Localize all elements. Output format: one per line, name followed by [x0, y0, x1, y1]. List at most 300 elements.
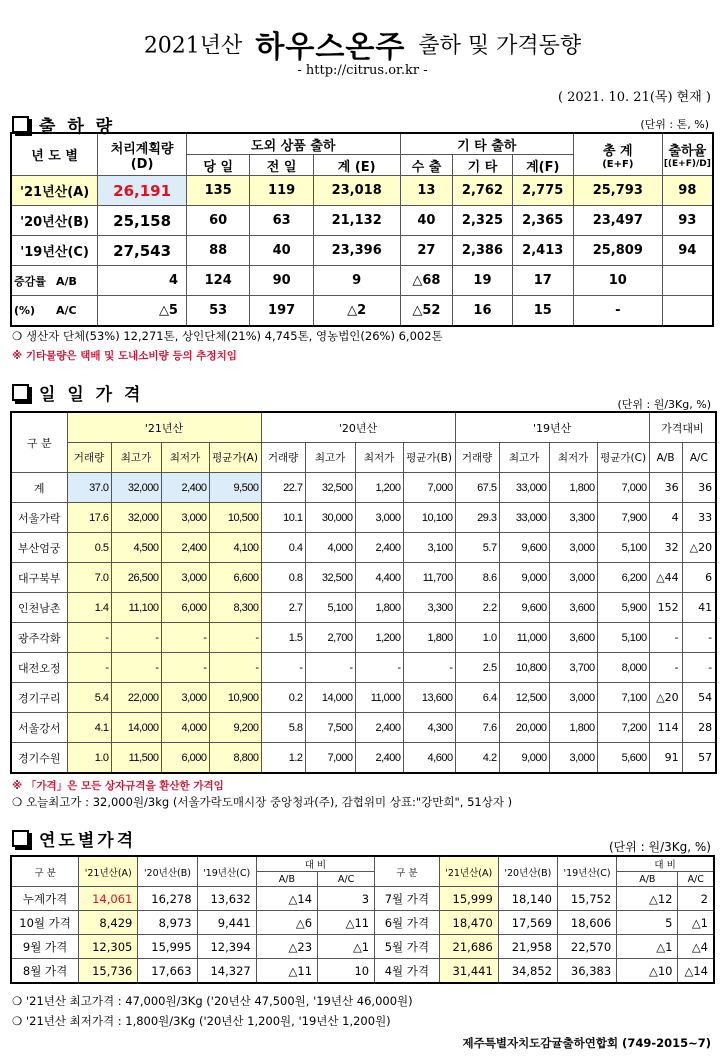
daily-value: 1,800: [549, 713, 597, 743]
daily-col-compare: 가격대비: [649, 412, 716, 443]
min-price-note: ❍ '21년산 최저가격 : 1,800원/3Kg ('20년산 1,200원, '19년산 1,200원): [12, 1014, 391, 1028]
daily-value: 10,800: [499, 653, 549, 683]
daily-value: 10,100: [403, 503, 455, 533]
other-volume-note: ※ 기타물량은 택배 및 도내소비량 등의 추정치임: [12, 350, 237, 362]
daily-value: 12,500: [499, 683, 549, 713]
shipment-cell-rate: 94: [662, 236, 713, 266]
daily-value: 36: [682, 473, 716, 503]
change-cell-etc: 16: [453, 296, 512, 327]
circle-bullet-icon: ❍: [12, 994, 26, 1008]
daily-value: 57: [682, 743, 716, 774]
daily-value: 37.0: [67, 473, 111, 503]
daily-value: 6.4: [455, 683, 499, 713]
ratio-ac: △1: [678, 911, 714, 935]
col-other: 기 타 출하: [400, 133, 573, 155]
price-19: 9,441: [197, 911, 256, 935]
daily-value: 32,000: [111, 473, 161, 503]
year-cell: '21년산(A): [11, 176, 98, 206]
shipment-cell-export: 27: [400, 236, 453, 266]
daily-value: 41: [682, 593, 716, 623]
price-20: 18,140: [498, 887, 557, 911]
checkbox-square-icon: [12, 116, 29, 133]
ratio-ab: △11: [256, 959, 317, 984]
daily-row: [11, 653, 716, 683]
change-cell-sumE: △2: [313, 296, 400, 327]
daily-value: -: [682, 653, 716, 683]
daily-value: △44: [649, 563, 682, 593]
daily-subcol-21: 거래량: [67, 443, 111, 473]
yearly-price-table: [10, 855, 715, 984]
daily-value: -: [305, 653, 355, 683]
checkbox-square-icon: [12, 384, 29, 401]
daily-value: 10,900: [209, 683, 261, 713]
price-19: 15,752: [557, 887, 616, 911]
yearly-col-21: '21년산(A): [79, 856, 138, 887]
daily-value: 1,200: [355, 623, 403, 653]
daily-value: 7,000: [403, 473, 455, 503]
title-year: 2021년산: [143, 33, 243, 59]
daily-value: 6,200: [597, 563, 649, 593]
circle-bullet-icon: ❍: [12, 795, 26, 809]
daily-value: 17.6: [67, 503, 111, 533]
daily-row: [11, 683, 716, 713]
period-label: 7월 가격: [375, 887, 439, 911]
ratio-ac: △14: [678, 959, 714, 984]
daily-value: 6: [682, 563, 716, 593]
col-outside: 도외 상품 출하: [186, 133, 400, 155]
market-name: 계: [11, 473, 67, 503]
price-21: 21,686: [439, 935, 498, 959]
daily-value: △20: [682, 533, 716, 563]
daily-value: 3,000: [549, 533, 597, 563]
yearly-col-ac-2: A/C: [678, 872, 714, 887]
market-name: 경기수원: [11, 743, 67, 774]
daily-row: [11, 503, 716, 533]
daily-value: -: [111, 653, 161, 683]
change-cell-sumF: 15: [512, 296, 573, 327]
change-cell-today: 124: [186, 266, 249, 296]
source-url[interactable]: - http://citrus.or.kr -: [297, 63, 428, 78]
daily-value: -: [261, 653, 305, 683]
daily-value: 3,300: [403, 593, 455, 623]
price-19: 36,383: [557, 959, 616, 984]
ratio-ab: △1: [617, 935, 678, 959]
section-yearly-title: 연도별가격: [12, 826, 136, 851]
daily-subcol-19: 평균가(C): [597, 443, 649, 473]
daily-value: 3,700: [549, 653, 597, 683]
col-total: 총 계 (E+F): [573, 133, 662, 176]
daily-value: 1.0: [455, 623, 499, 653]
daily-value: 7,200: [597, 713, 649, 743]
daily-value: 4.1: [67, 713, 111, 743]
ratio-ac: △11: [318, 911, 375, 935]
price-19: 22,570: [557, 935, 616, 959]
yearly-col-category-2: 구 분: [375, 856, 439, 887]
daily-value: 114: [649, 713, 682, 743]
daily-value: 2,400: [355, 713, 403, 743]
daily-value: 5,100: [305, 593, 355, 623]
daily-value: -: [209, 653, 261, 683]
col-rate: 출하율 [(E+F)/D]: [662, 133, 713, 176]
shipment-cell-prev: 119: [250, 176, 313, 206]
daily-value: 1.4: [67, 593, 111, 623]
shipment-cell-today: 60: [186, 206, 249, 236]
change-cell-export: △68: [400, 266, 453, 296]
shipment-cell-sumE: 21,132: [313, 206, 400, 236]
daily-value: 5.8: [261, 713, 305, 743]
yearly-col-ac: A/C: [318, 872, 375, 887]
daily-value: 1,800: [403, 623, 455, 653]
daily-value: 7,900: [597, 503, 649, 533]
shipment-cell-rate: 93: [662, 206, 713, 236]
period-label: 8월 가격: [11, 959, 79, 984]
period-label: 9월 가격: [11, 935, 79, 959]
change-cell-export: △52: [400, 296, 453, 327]
daily-value: 4,600: [403, 743, 455, 774]
market-name: 대전오정: [11, 653, 67, 683]
daily-value: 1,800: [549, 473, 597, 503]
price-19: 13,632: [197, 887, 256, 911]
daily-value: 4,300: [403, 713, 455, 743]
daily-price-table: [10, 411, 717, 774]
daily-value: 67.5: [455, 473, 499, 503]
price-21: 15,736: [79, 959, 138, 984]
shipment-cell-prev: 40: [250, 236, 313, 266]
title-rest: 출하 및 가격동향: [418, 33, 582, 59]
col-etc: 기 타: [453, 155, 512, 176]
daily-row: [11, 473, 716, 503]
daily-subcol-20: 거래량: [261, 443, 305, 473]
change-cell-sumF: 17: [512, 266, 573, 296]
daily-subcol-20: 최고가: [305, 443, 355, 473]
shipment-cell-export: 13: [400, 176, 453, 206]
change-cell-total: 10: [573, 266, 662, 296]
daily-subcol-21: 평균가(A): [209, 443, 261, 473]
producer-note: ❍ 생산자 단체(53%) 12,271톤, 상인단체(21%) 4,745톤, 영농법인(26%) 6,002톤: [12, 329, 443, 343]
shipment-cell-sumF: 2,775: [512, 176, 573, 206]
daily-value: 10.1: [261, 503, 305, 533]
max-price-note: ❍ '21년산 최고가격 : 47,000원/3Kg ('20년산 47,500원, '19년산 46,000원): [12, 994, 413, 1008]
title-brand: 하우스온주: [255, 30, 406, 65]
report-date: ( 2021. 10. 21(목) 현재 ): [557, 90, 711, 105]
price-20: 17,663: [138, 959, 197, 984]
daily-row: [11, 623, 716, 653]
daily-value: 32,500: [305, 563, 355, 593]
daily-value: 9,000: [499, 563, 549, 593]
ratio-ab: △10: [617, 959, 678, 984]
daily-value: 7.6: [455, 713, 499, 743]
daily-subcol-19: 거래량: [455, 443, 499, 473]
shipment-cell-sumF: 2,365: [512, 206, 573, 236]
shipment-cell-today: 88: [186, 236, 249, 266]
daily-value: 2.7: [261, 593, 305, 623]
shipment-cell-sumE: 23,396: [313, 236, 400, 266]
period-label: 4월 가격: [375, 959, 439, 984]
daily-value: 2,400: [161, 533, 209, 563]
price-20: 34,852: [498, 959, 557, 984]
ratio-ac: 10: [318, 959, 375, 984]
shipment-cell-plan: 26,191: [98, 176, 187, 206]
daily-value: 32: [649, 533, 682, 563]
ratio-ab: △23: [256, 935, 317, 959]
daily-value: 30,000: [305, 503, 355, 533]
daily-value: 14,000: [111, 713, 161, 743]
daily-row: [11, 593, 716, 623]
daily-value: 8.6: [455, 563, 499, 593]
shipment-change-row: [11, 296, 713, 327]
daily-value: 4,000: [305, 533, 355, 563]
daily-value: 1.5: [261, 623, 305, 653]
daily-value: 8,000: [597, 653, 649, 683]
col-export: 수 출: [400, 155, 453, 176]
daily-value: 0.2: [261, 683, 305, 713]
daily-value: 9,500: [209, 473, 261, 503]
daily-value: 29.3: [455, 503, 499, 533]
daily-value: 36: [649, 473, 682, 503]
daily-value: 32,500: [305, 473, 355, 503]
section-daily-title: 일 일 가 격: [12, 380, 143, 405]
daily-value: 3,000: [549, 683, 597, 713]
footer-org: 제주특별자치도감귤출하연합회 (749-2015~7): [462, 1036, 711, 1050]
price-21: 12,305: [79, 935, 138, 959]
year-cell: '19년산(C): [11, 236, 98, 266]
daily-col-20: '20년산: [261, 412, 455, 443]
col-today: 당 일: [186, 155, 249, 176]
daily-subcol-19: 최고가: [499, 443, 549, 473]
ratio-ac: △1: [318, 935, 375, 959]
daily-value: 7,000: [597, 473, 649, 503]
shipment-row: [11, 176, 713, 206]
daily-value: 2,400: [355, 743, 403, 774]
change-cell-prev: 90: [250, 266, 313, 296]
yearly-col-20-2: '20년산(B): [498, 856, 557, 887]
market-name: 광주각화: [11, 623, 67, 653]
shipment-change-row: [11, 266, 713, 296]
yearly-col-20: '20년산(B): [138, 856, 197, 887]
circle-bullet-icon: ❍: [12, 1014, 26, 1028]
shipment-cell-prev: 63: [250, 206, 313, 236]
market-name: 인천남촌: [11, 593, 67, 623]
price-19: 18,606: [557, 911, 616, 935]
daily-value: 2,400: [161, 473, 209, 503]
daily-value: 7,000: [305, 743, 355, 774]
daily-value: 7.0: [67, 563, 111, 593]
daily-value: 91: [649, 743, 682, 774]
yearly-row: [11, 887, 714, 911]
daily-value: 2.2: [455, 593, 499, 623]
change-label: (%) A/C: [11, 296, 98, 327]
daily-value: 3,000: [549, 743, 597, 774]
daily-row: [11, 743, 716, 774]
daily-value: 11,100: [111, 593, 161, 623]
price-19: 14,327: [197, 959, 256, 984]
daily-value: 1,200: [355, 473, 403, 503]
daily-subcol-compare: A/C: [682, 443, 716, 473]
daily-value: 3,600: [549, 593, 597, 623]
yearly-row: [11, 959, 714, 984]
period-label: 5월 가격: [375, 935, 439, 959]
daily-subcol-compare: A/B: [649, 443, 682, 473]
daily-value: 2,400: [355, 533, 403, 563]
daily-value: 11,500: [111, 743, 161, 774]
daily-row: [11, 533, 716, 563]
daily-value: 3,000: [549, 563, 597, 593]
daily-value: -: [67, 653, 111, 683]
change-cell-prev: 197: [250, 296, 313, 327]
shipment-cell-total: 25,809: [573, 236, 662, 266]
daily-col-19: '19년산: [455, 412, 649, 443]
circle-bullet-icon: ❍: [12, 329, 26, 343]
shipment-cell-rate: 98: [662, 176, 713, 206]
daily-value: 1,800: [355, 593, 403, 623]
shipment-table: [10, 132, 714, 327]
daily-value: 7,100: [597, 683, 649, 713]
checkbox-square-icon: [12, 830, 29, 847]
daily-value: 3,300: [549, 503, 597, 533]
daily-value: 1.2: [261, 743, 305, 774]
daily-value: 8,800: [209, 743, 261, 774]
change-cell-today: 53: [186, 296, 249, 327]
shipment-cell-total: 25,793: [573, 176, 662, 206]
daily-subcol-19: 최저가: [549, 443, 597, 473]
daily-value: 2.5: [455, 653, 499, 683]
shipment-cell-sumF: 2,413: [512, 236, 573, 266]
change-cell-total: -: [573, 296, 662, 327]
daily-value: 5.7: [455, 533, 499, 563]
daily-value: 33,000: [499, 503, 549, 533]
period-label: 6월 가격: [375, 911, 439, 935]
daily-value: 5,100: [597, 623, 649, 653]
daily-value: 4,100: [209, 533, 261, 563]
yearly-col-compare: 대 비: [256, 856, 374, 872]
yearly-row: [11, 911, 714, 935]
price-note: ※ 「가격」은 모든 상자규격을 환산한 가격임: [12, 780, 224, 792]
market-name: 경기구리: [11, 683, 67, 713]
yearly-col-category: 구 분: [11, 856, 79, 887]
market-name: 부산엄궁: [11, 533, 67, 563]
daily-value: 5,100: [597, 533, 649, 563]
daily-value: 3,000: [355, 503, 403, 533]
yearly-col-ab: A/B: [256, 872, 317, 887]
daily-value: 4.2: [455, 743, 499, 774]
daily-value: 5.4: [67, 683, 111, 713]
change-cell-sumE: 9: [313, 266, 400, 296]
ratio-ab: △12: [617, 887, 678, 911]
change-cell-plan: 4: [98, 266, 187, 296]
daily-value: 6,000: [161, 743, 209, 774]
daily-value: 13,600: [403, 683, 455, 713]
daily-subcol-21: 최고가: [111, 443, 161, 473]
yearly-col-21-2: '21년산(A): [439, 856, 498, 887]
daily-value: 10,500: [209, 503, 261, 533]
price-19: 12,394: [197, 935, 256, 959]
yearly-col-compare-2: 대 비: [617, 856, 714, 872]
col-year: 년 도 별: [11, 133, 98, 176]
daily-value: 0.8: [261, 563, 305, 593]
ratio-ab: △6: [256, 911, 317, 935]
daily-value: 4,000: [161, 713, 209, 743]
daily-value: 3,100: [403, 533, 455, 563]
daily-subcol-20: 최저가: [355, 443, 403, 473]
daily-value: 9,600: [499, 533, 549, 563]
yearly-col-19: '19년산(C): [197, 856, 256, 887]
col-prev: 전 일: [250, 155, 313, 176]
daily-value: -: [649, 623, 682, 653]
daily-value: 1.0: [67, 743, 111, 774]
market-name: 대구북부: [11, 563, 67, 593]
daily-row: [11, 563, 716, 593]
shipment-row: [11, 236, 713, 266]
price-21: 8,429: [79, 911, 138, 935]
price-20: 15,995: [138, 935, 197, 959]
daily-value: -: [161, 623, 209, 653]
period-label: 누계가격: [11, 887, 79, 911]
today-max-note: ❍ 오늘최고가 : 32,000원/3kg (서울가락도매시장 중앙청과(주), 감협위미 상표:"강만희", 51상자 ): [12, 795, 513, 809]
price-20: 21,958: [498, 935, 557, 959]
market-name: 서울강서: [11, 713, 67, 743]
daily-value: 22,000: [111, 683, 161, 713]
price-21: 18,470: [439, 911, 498, 935]
daily-value: 5,600: [597, 743, 649, 774]
ratio-ac: 3: [318, 887, 375, 911]
daily-value: 4,500: [111, 533, 161, 563]
change-cell-rate: [662, 266, 713, 296]
daily-value: 3,000: [161, 563, 209, 593]
market-name: 서울가락: [11, 503, 67, 533]
ratio-ac: △4: [678, 935, 714, 959]
daily-value: 26,500: [111, 563, 161, 593]
yearly-col-19-2: '19년산(C): [557, 856, 616, 887]
price-21: 31,441: [439, 959, 498, 984]
shipment-row: [11, 206, 713, 236]
price-21: 14,061: [79, 887, 138, 911]
daily-value: 152: [649, 593, 682, 623]
shipment-cell-sumE: 23,018: [313, 176, 400, 206]
daily-value: 33: [682, 503, 716, 533]
daily-value: 6,000: [161, 593, 209, 623]
price-20: 17,569: [498, 911, 557, 935]
daily-value: 4,400: [355, 563, 403, 593]
year-cell: '20년산(B): [11, 206, 98, 236]
shipment-cell-etc: 2,762: [453, 176, 512, 206]
daily-value: -: [355, 653, 403, 683]
shipment-cell-etc: 2,325: [453, 206, 512, 236]
daily-value: 9,200: [209, 713, 261, 743]
shipment-cell-etc: 2,386: [453, 236, 512, 266]
shipment-unit: (단위 : 톤, %): [640, 118, 709, 131]
daily-value: △20: [649, 683, 682, 713]
shipment-cell-export: 40: [400, 206, 453, 236]
shipment-cell-plan: 27,543: [98, 236, 187, 266]
shipment-cell-today: 135: [186, 176, 249, 206]
daily-value: 7,500: [305, 713, 355, 743]
daily-subcol-20: 평균가(B): [403, 443, 455, 473]
shipment-cell-plan: 25,158: [98, 206, 187, 236]
daily-value: 2,700: [305, 623, 355, 653]
daily-value: -: [403, 653, 455, 683]
change-cell-plan: △5: [98, 296, 187, 327]
daily-value: 28: [682, 713, 716, 743]
ratio-ab: △14: [256, 887, 317, 911]
daily-value: 5,900: [597, 593, 649, 623]
price-20: 8,973: [138, 911, 197, 935]
ratio-ac: 2: [678, 887, 714, 911]
daily-value: 33,000: [499, 473, 549, 503]
daily-value: -: [682, 623, 716, 653]
daily-unit: (단위 : 원/3Kg, %): [617, 398, 711, 411]
daily-value: 8,300: [209, 593, 261, 623]
daily-value: 0.5: [67, 533, 111, 563]
